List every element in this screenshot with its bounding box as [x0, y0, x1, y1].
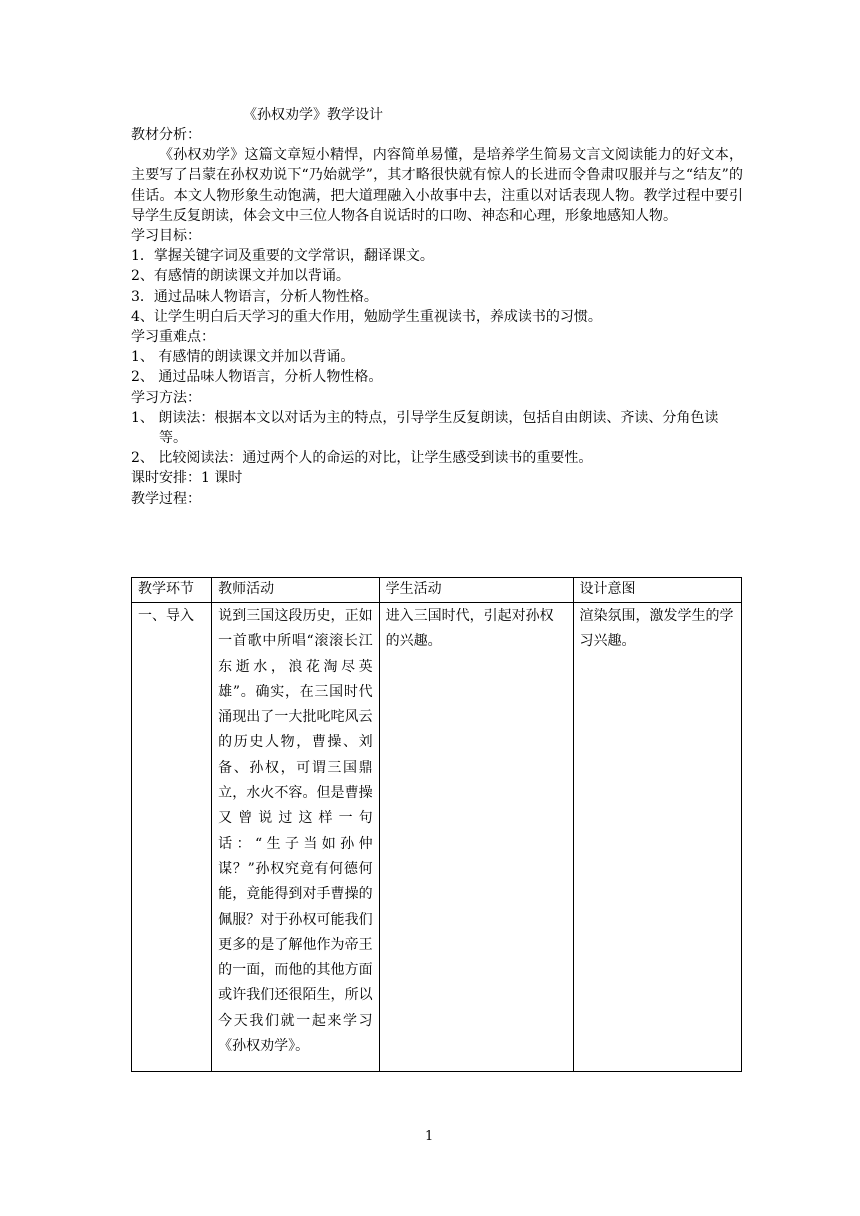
header-stage: 教学环节 — [132, 578, 212, 603]
cell-teacher: 说到三国这段历史，正如一首歌中所唱“滚滚长江东逝水，浪花淘尽英雄”。确实，在三国时代涌现出了一大批叱咤风云的历史人物，曹操、刘备、孙权，可谓三国鼎立，水火不容。但是曹操又曾说过这样一句话：“生子当如孙仲谋？”孙权究竟有何德何能，竟能得到对手曹操的佩服？对于孙权可能我们更多的是了解他作为帝王的一面，而他的其他方面或许我们还很陌生，所以今天我们就一起来学习《孙权劝学》。 — [212, 603, 379, 1072]
teaching-process-table — [131, 577, 742, 1072]
page-number: 1 — [425, 1129, 434, 1144]
table-header-row — [132, 578, 742, 603]
document-body — [131, 125, 743, 509]
goal-item: 3．通过品味人物语言，分析人物性格。 — [131, 288, 378, 305]
schedule-line: 课时安排：1 课时 — [131, 470, 243, 487]
goals-heading: 学习目标： — [131, 228, 201, 245]
cell-stage: 一、导入 — [132, 603, 212, 1072]
key-point-item: 1、 有感情的朗读课文并加以背诵。 — [131, 349, 355, 366]
method-item: 2、 比较阅读法：通过两个人的命运的对比，让学生感受到读书的重要性。 — [131, 450, 593, 467]
cell-student: 进入三国时代，引起对孙权的兴趣。 — [379, 603, 573, 1072]
analysis-heading: 教材分析： — [131, 127, 201, 143]
process-heading: 教学过程： — [131, 490, 201, 507]
goal-item: 2、有感情的朗读课文并加以背诵。 — [131, 268, 350, 285]
table-row — [132, 603, 742, 1072]
goal-item: 1．掌握关键字词及重要的文学常识，翻译课文。 — [131, 248, 434, 265]
header-teacher: 教师活动 — [212, 578, 379, 603]
method-item: 1、 朗读法：根据本文以对话为主的特点，引导学生反复朗读，包括自由朗读、齐读、分角色读等。 — [131, 409, 719, 447]
header-intent: 设计意图 — [573, 578, 742, 603]
cell-intent: 渲染氛围，激发学生的学习兴趣。 — [573, 603, 742, 1072]
goal-item: 4、让学生明白后天学习的重大作用，勉励学生重视读书，养成读书的习惯。 — [131, 308, 602, 325]
analysis-text: 《孙权劝学》这篇文章短小精悍，内容简单易懂，是培养学生简易文言文阅读能力的好文本，主要写了吕蒙在孙权劝说下“乃始就学”，其才略很快就有惊人的长进而令鲁肃叹服并与之“结友”的佳话。本文人物形象生动饱满，把大道理融入小故事中去，注重以对话表现人物。教学过程中要引导学生反复朗读，体会文中三位人物各自说话时的口吻、神态和心理，形象地感知人物。 — [131, 147, 743, 224]
key-point-item: 2、 通过品味人物语言，分析人物性格。 — [131, 369, 383, 386]
key-points-heading: 学习重难点： — [131, 329, 215, 346]
header-student: 学生活动 — [379, 578, 573, 603]
methods-heading: 学习方法： — [131, 389, 201, 406]
document-title: 《孙权劝学》教学设计 — [243, 107, 383, 123]
